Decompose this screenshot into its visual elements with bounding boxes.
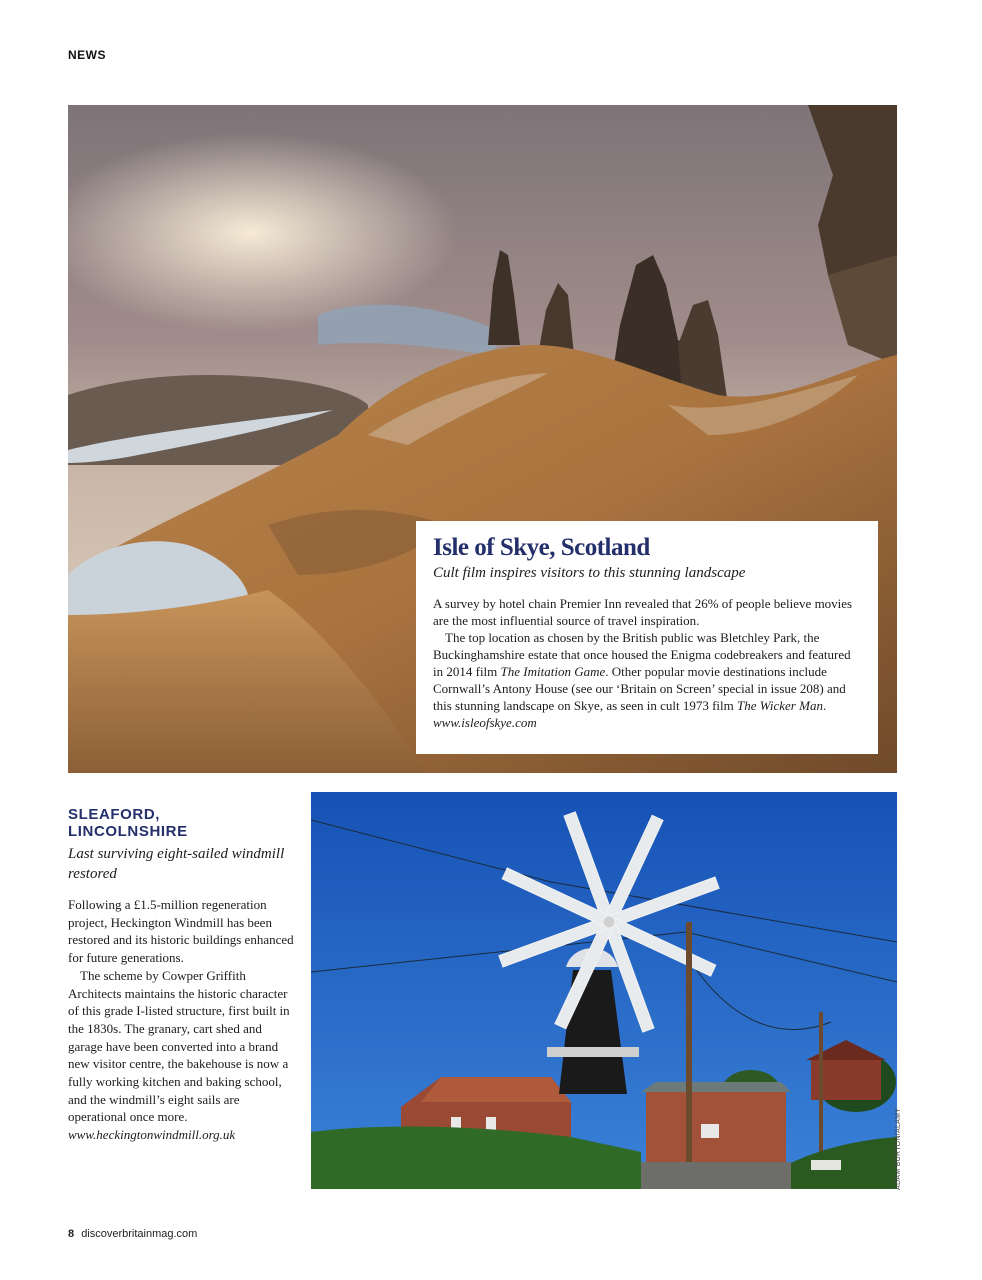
section-label: NEWS xyxy=(68,48,106,62)
skye-article-box xyxy=(416,521,878,754)
heckington-windmill-photo xyxy=(311,792,897,1189)
sleaford-headline-line-2: LINCOLNSHIRE xyxy=(68,823,188,840)
skye-p2-text-b: . Other popular movie destinations include Cornwall’s Antony House (see our ‘Britain on Screen’ special in issue 208) and this stunning landscape on Skye, as seen in cult 1973 film xyxy=(433,664,846,713)
skye-film-title-wicker-man: The Wicker Man xyxy=(737,698,823,713)
skye-standfirst: Cult film inspires visitors to this stunning landscape xyxy=(433,565,746,581)
page-number: 8 xyxy=(68,1228,75,1240)
skye-paragraph-2 xyxy=(433,629,862,731)
sleaford-paragraph-2: The scheme by Cowper Griffith Architects maintains the historic character of this grade I-listed structure, first built in the 1830s. The granary, cart shed and garage have been converted into a brand new visitor centre, the bakehouse is now a fully working kitchen and baking school, and the windmill’s eight sails are operational once more. xyxy=(68,967,290,1125)
skye-p2-text-a: The top location as chosen by the British public was Bletchley Park, the Buckinghamshire estate that once housed the Enigma codebreakers and featured in 2014 film xyxy=(433,630,851,679)
sleaford-headline-line-1: SLEAFORD, xyxy=(68,806,161,823)
sleaford-article xyxy=(68,806,298,1144)
skye-p2-text-c: . xyxy=(822,698,827,713)
sleaford-standfirst: Last surviving eight-sailed windmill restored xyxy=(68,846,285,882)
skye-website-link[interactable]: www.isleofskye.com xyxy=(433,715,537,730)
skye-paragraph-1: A survey by hotel chain Premier Inn revealed that 26% of people believe movies are the most influential source of travel inspiration. xyxy=(433,596,853,628)
photo-credit: ADAM BURTON/ALAMY xyxy=(895,1107,902,1190)
skye-headline: Isle of Skye, Scotland xyxy=(433,534,650,561)
skye-film-title-imitation-game: The Imitation Game xyxy=(500,664,606,679)
sleaford-website-link[interactable]: www.heckingtonwindmill.org.uk xyxy=(68,1127,236,1143)
page-footer xyxy=(68,1228,197,1240)
sleaford-headline xyxy=(68,806,298,840)
footer-website[interactable]: discoverbritainmag.com xyxy=(81,1228,198,1240)
sleaford-paragraph-1: Following a £1.5-million regeneration project, Heckington Windmill has been restored and its historic buildings enhanced for future generations. xyxy=(68,897,294,966)
